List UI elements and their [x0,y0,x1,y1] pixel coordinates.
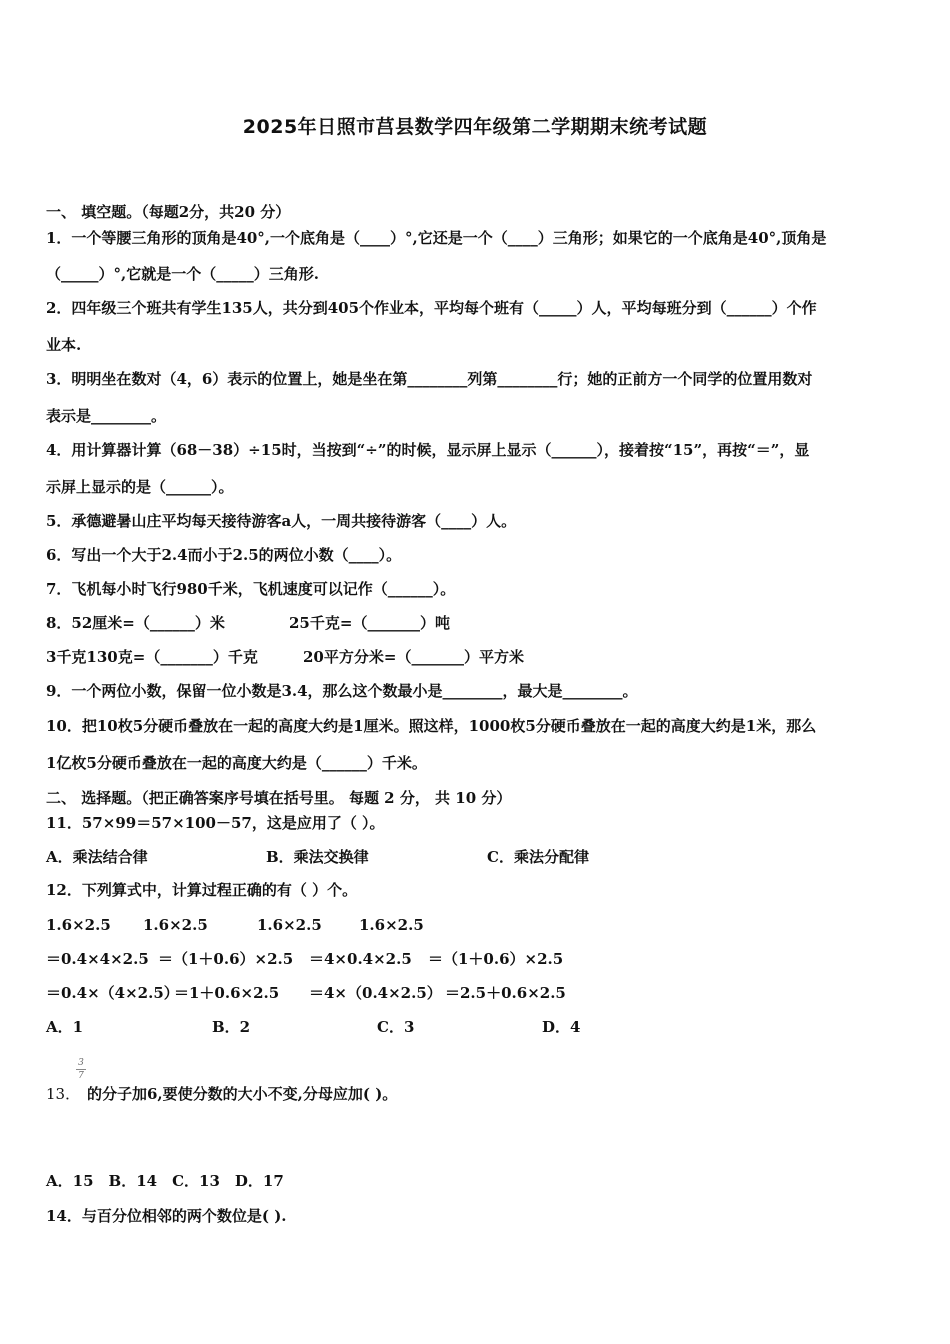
fraction-numerator: 3 [78,1058,84,1068]
q12-option-b: B．2 [212,1018,251,1036]
q12-r3-c2: ＝1＋0.6×2.5 [174,984,280,1002]
q4-line1: 4．用计算器计算（68－38）÷15时，当按到“÷”的时候，显示屏上显示（______），接着按“15”，再按“＝”，显 [46,441,810,459]
q11-option-c: C．乘法分配律 [487,848,589,866]
q12-r2-c1: ＝0.4×4×2.5 [46,950,149,968]
q2-line2: 业本. [46,336,82,354]
q3-line1: 3．明明坐在数对（4，6）表示的位置上，她是坐在第________列第________行；她的正前方一个同学的位置用数对 [46,370,813,388]
q12-option-c: C．3 [377,1018,415,1036]
q12-r3-c3: ＝4×（0.4×2.5） [309,984,442,1002]
q12-option-d: D．4 [542,1018,581,1036]
q1-line1: 1．一个等腰三角形的顶角是40°,一个底角是（____）°,它还是一个（____）三角形；如果它的一个底角是40°,顶角是 [46,229,827,247]
q5: 5．承德避暑山庄平均每天接待游客a人，一周共接待游客（____）人。 [46,512,517,530]
q12-option-a: A．1 [46,1018,84,1036]
q6: 6．写出一个大于2.4而小于2.5的两位小数（____）。 [46,546,402,564]
q10-line1: 10．把10枚5分硬币叠放在一起的高度大约是1厘米。照这样，1000枚5分硬币叠放在一起的高度大约是1米，那么 [46,717,817,735]
q12-r1-c2: 1.6×2.5 [143,916,208,934]
q4-line2: 示屏上显示的是（______）。 [46,478,234,496]
q8c: 3千克130克=（_______）千克 [46,648,258,666]
section1-heading: 一、 填空题。（每题2分，共20 分） [46,203,291,221]
q13-number: 13． [46,1085,81,1103]
q8a: 8．52厘米=（______）米 [46,614,225,632]
q7: 7．飞机每小时飞行980千米，飞机速度可以记作（______）。 [46,580,456,598]
q8b: 25千克=（_______）吨 [289,614,450,632]
q12-r1-c4: 1.6×2.5 [359,916,424,934]
q12-r3-c1: ＝0.4×（4×2.5） [46,984,179,1002]
q13-fraction [74,1058,88,1081]
q12: 12．下列算式中，计算过程正确的有（ ）个。 [46,881,358,899]
q14: 14．与百分位相邻的两个数位是( ). [46,1207,287,1225]
q10-line2: 1亿枚5分硬币叠放在一起的高度大约是（______）千米。 [46,754,427,772]
q11-option-b: B．乘法交换律 [266,848,369,866]
q12-r2-c2: ＝（1＋0.6）×2.5 [158,950,294,968]
q12-r1-c1: 1.6×2.5 [46,916,111,934]
fraction-denominator: 7 [78,1071,84,1081]
fraction-bar [76,1069,86,1070]
q11: 11．57×99＝57×100－57，这是应用了（ ）。 [46,814,385,832]
q12-r2-c3: ＝4×0.4×2.5 [309,950,412,968]
q12-r1-c3: 1.6×2.5 [257,916,322,934]
q9: 9．一个两位小数，保留一位小数是3.4，那么这个数最小是________，最大是________。 [46,682,638,700]
q2-line1: 2．四年级三个班共有学生135人，共分到405个作业本，平均每个班有（_____）人，平均每班分到（______）个作 [46,299,817,317]
q13-options: A．15 B．14 C．13 D．17 [46,1172,284,1190]
q12-r2-c4: ＝（1＋0.6）×2.5 [428,950,564,968]
q13-text: 的分子加6,要使分数的大小不变,分母应加( )。 [87,1085,398,1103]
page-title: 2025年日照市莒县数学四年级第二学期期末统考试题 [242,116,708,138]
q12-r3-c4: ＝2.5＋0.6×2.5 [445,984,566,1002]
section2-heading: 二、 选择题。（把正确答案序号填在括号里。 每题 2 分， 共 10 分） [46,789,512,807]
q8d: 20平方分米=（_______）平方米 [303,648,524,666]
q11-option-a: A．乘法结合律 [46,848,148,866]
q3-line2: 表示是________。 [46,407,167,425]
q1-line2: （_____）°,它就是一个（_____）三角形. [46,265,319,283]
